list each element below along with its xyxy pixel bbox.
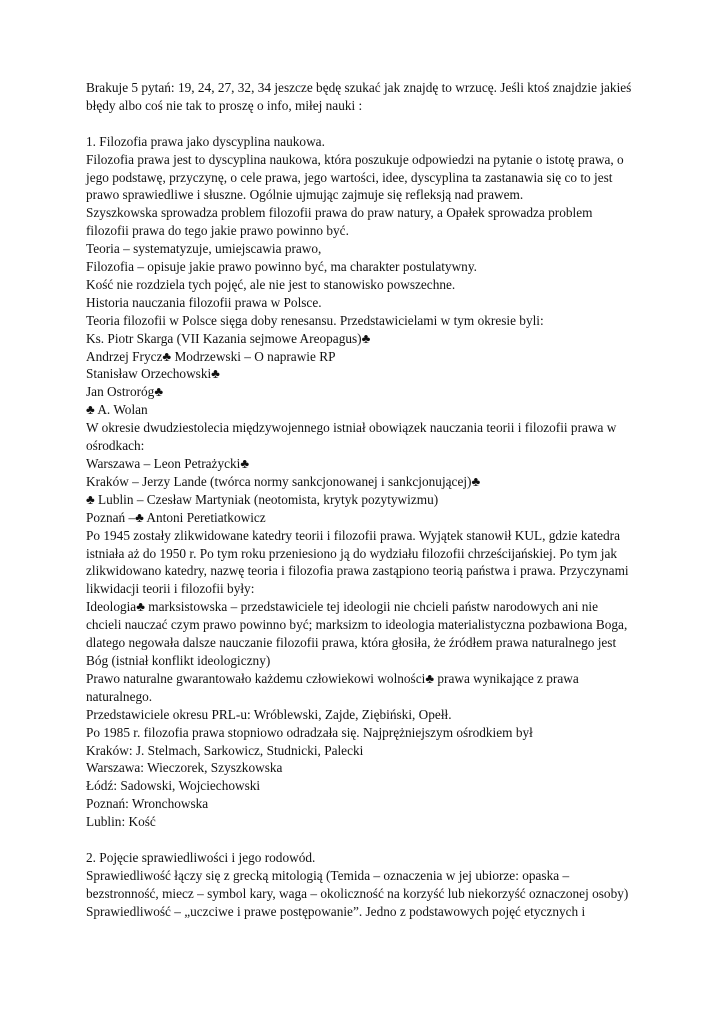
section-1 xyxy=(86,133,646,831)
text-line: bezstronność, miecz – symbol kary, waga – okoliczność na korzyść lub niekorzyść oznaczonej osoby) xyxy=(86,885,629,901)
text-line: chcieli nauczać czym prawo powinno być; marksizm to ideologia materialistyczna pozbawiona Boga, xyxy=(86,617,628,633)
list-item: Warszawa – Leon Petrażycki♣ xyxy=(86,456,250,472)
text-line: Sprawiedliwość – „uczciwe i prawe postępowanie”. Jedno z podstawowych pojęć etycznych i xyxy=(86,903,586,919)
text-line: zlikwidowano katedry, nazwę teoria i filozofia prawa zastąpiono teorią państwa i prawa. Przyczynami xyxy=(86,563,629,579)
text-line: Kraków: J. Stelmach, Sarkowicz, Studnicki, Palecki xyxy=(86,742,364,758)
list-item: Ks. Piotr Skarga (VII Kazania sejmowe Areopagus)♣ xyxy=(86,330,371,346)
text-line: dlatego negowała dalsze nauczanie filozofii prawa, która głosiła, że źródłem prawa naturalnego jest xyxy=(86,635,617,651)
section-heading: 2. Pojęcie sprawiedliwości i jego rodowód. xyxy=(86,849,316,865)
section-2 xyxy=(86,849,646,921)
text-line: Szyszkowska sprowadza problem filozofii prawa do praw natury, a Opałek sprowadza problem xyxy=(86,205,593,221)
text-line: likwidacji teorii i filozofii były: xyxy=(86,581,255,597)
text-line: Kość nie rozdziela tych pojęć, ale nie jest to stanowisko powszechne. xyxy=(86,276,456,292)
text-line: Łódź: Sadowski, Wojciechowski xyxy=(86,778,261,794)
text-line: prawo sprawiedliwe i słuszne. Ogólnie ujmując zajmuje się refleksją nad prawem. xyxy=(86,187,524,203)
text-line: Warszawa: Wieczorek, Szyszkowska xyxy=(86,760,283,776)
paragraph-spacer xyxy=(86,831,646,849)
text-line: naturalnego. xyxy=(86,688,153,704)
text-line: Bóg (istniał konflikt ideologiczny) xyxy=(86,652,271,668)
text-line: Sprawiedliwość łączy się z grecką mitologią (Temida – oznaczenia w jej ubiorze: opaska – xyxy=(86,867,570,883)
list-item: Stanisław Orzechowski♣ xyxy=(86,366,220,382)
text-line: Teoria – systematyzuje, umiejscawia prawo, xyxy=(86,241,322,257)
text-line: Po 1945 zostały zlikwidowane katedry teorii i filozofii prawa. Wyjątek stanowił KUL, gdzie katedra xyxy=(86,527,620,543)
list-item: Andrzej Frycz♣ Modrzewski – O naprawie RP xyxy=(86,348,336,364)
paragraph-spacer xyxy=(86,115,646,133)
list-item: Jan Ostroróg♣ xyxy=(86,384,164,400)
text-line: ośrodkach: xyxy=(86,438,145,454)
text-line: Teoria filozofii w Polsce sięga doby renesansu. Przedstawicielami w tym okresie byli: xyxy=(86,312,544,328)
text-line: W okresie dwudziestolecia międzywojennego istniał obowiązek nauczania teorii i filozofii prawa w xyxy=(86,420,617,436)
list-item: ♣ Lublin – Czesław Martyniak (neotomista, krytyk pozytywizmu) xyxy=(86,491,439,507)
text-line: Lublin: Kość xyxy=(86,814,156,830)
list-item: Kraków – Jerzy Lande (twórca normy sankcjonowanej i sankcjonującej)♣ xyxy=(86,473,481,489)
text-line: błędy albo coś nie tak to proszę o info, miłej nauki : xyxy=(86,97,363,113)
list-item: Prawo naturalne gwarantowało każdemu człowiekowi wolności♣ prawa wynikające z prawa xyxy=(86,670,579,686)
text-line: filozofii prawa do tego jakie prawo powinno być. xyxy=(86,223,349,239)
text-line: Po 1985 r. filozofia prawa stopniowo odradzała się. Najprężniejszym ośrodkiem był xyxy=(86,724,533,740)
subheading: Historia nauczania filozofii prawa w Polsce. xyxy=(86,294,322,310)
text-line: Filozofia – opisuje jakie prawo powinno być, ma charakter postulatywny. xyxy=(86,259,477,275)
text-line: Poznań: Wronchowska xyxy=(86,796,209,812)
list-item: Poznań –♣ Antoni Peretiatkowicz xyxy=(86,509,266,525)
text-line: jego podstawę, przyczynę, o cele prawa, jego wartości, idee, dyscyplina ta zastanawia się co to jest xyxy=(86,169,613,185)
list-item: ♣ A. Wolan xyxy=(86,402,148,418)
section-heading: 1. Filozofia prawa jako dyscyplina naukowa. xyxy=(86,133,325,149)
text-line: Brakuje 5 pytań: 19, 24, 27, 32, 34 jeszcze będę szukać jak znajdę to wrzucę. Jeśli ktoś znajdzie jakieś xyxy=(86,80,632,95)
text-line: Filozofia prawa jest to dyscyplina naukowa, która poszukuje odpowiedzi na pytanie o istotę prawa, o xyxy=(86,151,624,167)
document-page xyxy=(86,79,646,921)
text-line: Przedstawiciele okresu PRL-u: Wróblewski, Zajde, Ziębiński, Opełł. xyxy=(86,706,452,722)
intro-paragraph xyxy=(86,79,646,115)
list-item: Ideologia♣ marksistowska – przedstawiciele tej ideologii nie chcieli państw narodowych ani nie xyxy=(86,599,599,615)
text-line: istniała aż do 1950 r. Po tym roku przeniesiono ją do wydziału filozofii chrześcijańskiej. Po tym jak xyxy=(86,545,618,561)
